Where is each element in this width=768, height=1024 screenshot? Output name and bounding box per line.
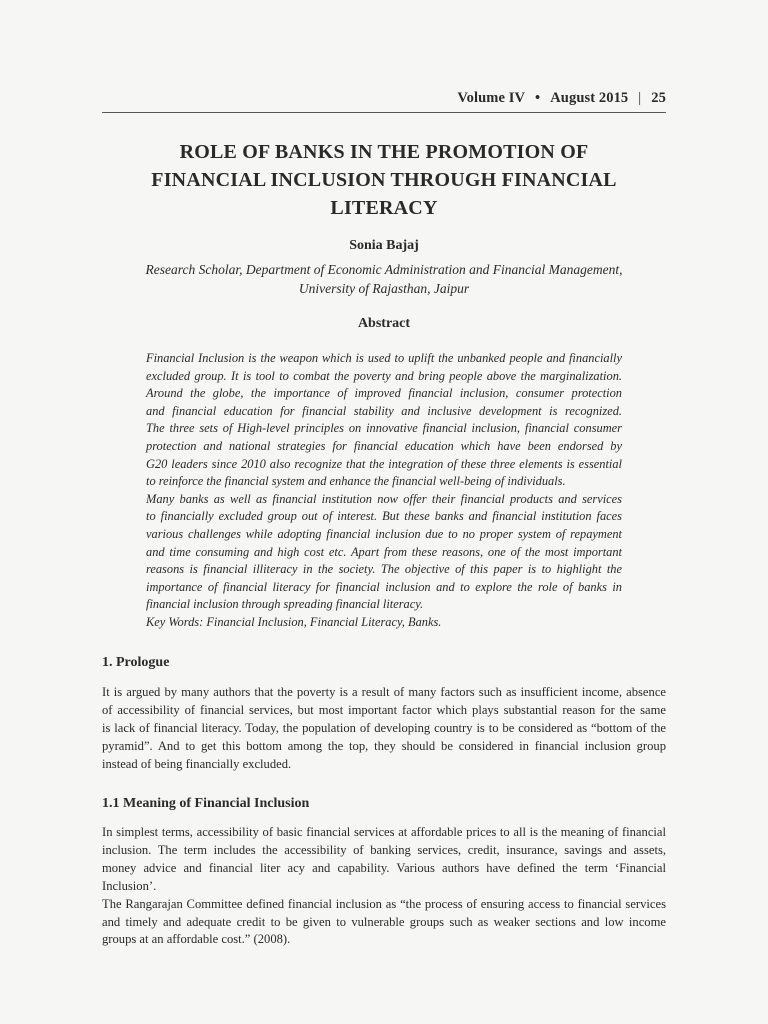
header-rule [102, 112, 666, 113]
abstract-heading: Abstract [357, 316, 411, 331]
paragraph-line: The Rangarajan Committee defined financial inclusion as “the process of ensuring access to financial services [102, 896, 666, 911]
abstract-line: financial inclusion through spreading financial literacy. [146, 597, 424, 612]
abstract-line: excluded group. It is tool to combat the poverty and bring people above the marginalization. [146, 368, 622, 383]
abstract-line: Financial Inclusion is the weapon which is used to uplift the unbanked people and financially [146, 351, 622, 365]
paper-title [102, 138, 666, 222]
title-line: ROLE OF BANKS IN THE PROMOTION OF [179, 141, 589, 163]
paragraph-line: groups at an affordable cost.” (2008). [102, 932, 291, 947]
running-header [102, 90, 666, 107]
bullet-separator: • [535, 90, 541, 106]
volume-label: Volume IV [457, 90, 526, 106]
section-meaning-financial-inclusion [102, 796, 666, 949]
abstract-line: protection and national strategies for financial education which have been endorsed by [146, 438, 622, 453]
paragraph-line: It is argued by many authors that the poverty is a result of many factors such as insufficient income, absence [102, 685, 666, 699]
section-heading: 1. Prologue [102, 655, 170, 670]
abstract-line: G20 leaders since 2010 also recognize that the integration of these three elements is essential [146, 456, 622, 471]
abstract-line: and time consuming and high cost etc. Apart from these reasons, one of the most important [146, 544, 622, 559]
author-name: Sonia Bajaj [349, 238, 419, 253]
abstract-line: Many banks as well as financial institution now offer their financial products and services [146, 491, 622, 506]
paragraph-line: money advice and financial liter acy and capability. Various authors have defined the term ‘Financial Inclusion’. [102, 860, 666, 893]
paragraph-line: In simplest terms, accessibility of basic financial services at affordable prices to all is the meaning of financial [102, 825, 666, 839]
paragraph-line: pyramid”. And to get this bottom among the top, they should be considered in financial inclusion group [102, 738, 666, 753]
section-heading: 1.1 Meaning of Financial Inclusion [102, 796, 310, 811]
paragraph-line: of accessibility of financial services, but most important factor which plays substantial reason for the same [102, 702, 666, 717]
paragraph-line: instead of being financially excluded. [102, 756, 292, 771]
page-number: 25 [651, 90, 666, 106]
keywords-line: Key Words: Financial Inclusion, Financial Literacy, Banks. [146, 614, 442, 629]
affiliation-line: Research Scholar, Department of Economic Administration and Financial Management, [145, 262, 623, 277]
abstract-line: various challenges while adopting financial inclusion due to no proper system of repayment [146, 526, 622, 541]
divider: | [638, 90, 642, 106]
abstract-line: and financial education for financial stability and inclusive development is recognized. [146, 403, 622, 418]
abstract-line: importance of financial literacy for financial inclusion and to explore the role of banks in [146, 579, 622, 594]
paragraph-line: and timely and adequate credit to be given to vulnerable groups such as weaker sections and low income [102, 914, 666, 929]
author-affiliation [102, 260, 666, 298]
section-paragraph [102, 684, 666, 774]
abstract-body [146, 350, 622, 632]
title-line: LITERACY [330, 197, 438, 219]
abstract-line: Around the globe, the importance of improved financial inclusion, consumer protection [146, 386, 622, 401]
abstract-line: to reinforce the financial system and enhance the financial well-being of individuals. [146, 474, 566, 489]
section-prologue [102, 655, 666, 774]
issue-date: August 2015 [550, 90, 629, 106]
paragraph-line: is lack of financial literacy. Today, the population of developing country is to be considered as “bottom of the [102, 720, 666, 735]
affiliation-line: University of Rajasthan, Jaipur [298, 281, 470, 296]
section-paragraph [102, 824, 666, 949]
abstract-line: The three sets of High-level principles on innovative financial inclusion, financial consumer [146, 421, 622, 436]
paragraph-line: inclusion. The term includes the accessibility of banking services, credit, insurance, savings and assets, [102, 842, 666, 857]
title-line: FINANCIAL INCLUSION THROUGH FINANCIAL [151, 169, 617, 191]
abstract-line: reasons is financial illiteracy in the society. The objective of this paper is to highlight the [146, 562, 622, 577]
abstract-line: to financially excluded group out of interest. But these banks and financial institution faces [146, 509, 622, 524]
